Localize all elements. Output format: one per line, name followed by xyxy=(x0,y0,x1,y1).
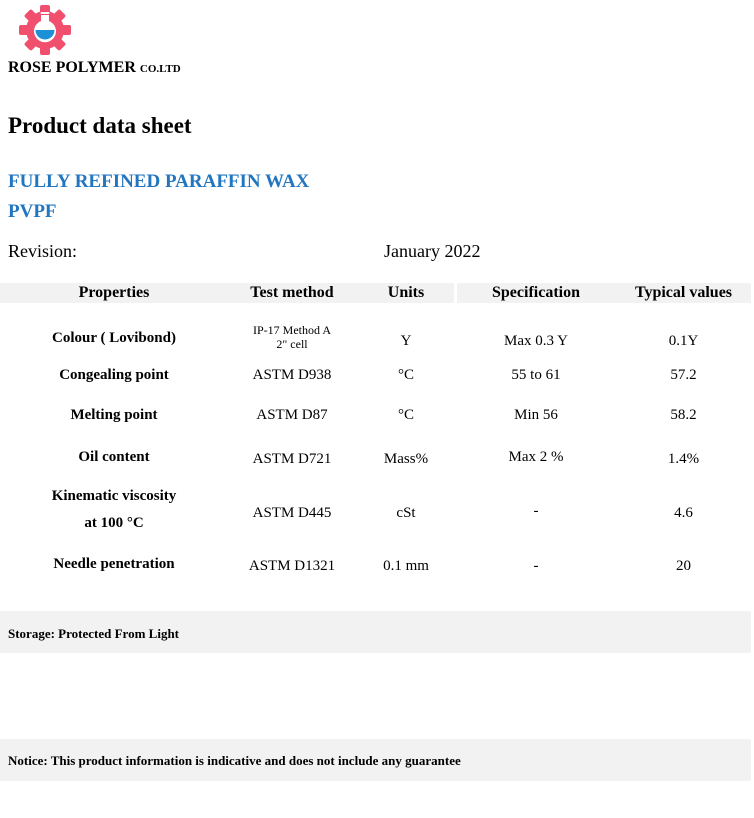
typical-oil-content: 1.4% xyxy=(667,451,700,467)
typical-needle-penetration: 20 xyxy=(676,558,691,574)
property-melting-point: Melting point xyxy=(70,407,158,423)
property-needle-penetration: Needle penetration xyxy=(53,556,175,572)
spec-needle-penetration: - xyxy=(533,558,539,574)
notice-text: Notice: This product information is indicative and does not include any guarantee xyxy=(8,753,461,768)
method-colour-line1: IP-17 Method A xyxy=(253,323,331,337)
page-title: Product data sheet xyxy=(8,113,192,138)
storage-note: Storage: Protected From Light xyxy=(8,626,179,641)
revision-label: Revision: xyxy=(8,241,78,261)
revision-date: January 2022 xyxy=(384,241,481,261)
method-melting-point: ASTM D87 xyxy=(256,407,328,423)
spec-oil-content: Max 2 % xyxy=(508,449,564,465)
property-colour: Colour ( Lovibond) xyxy=(52,330,176,346)
company-name xyxy=(8,59,181,77)
unit-melting-point: °C xyxy=(397,407,414,423)
method-needle-penetration: ASTM D1321 xyxy=(248,558,336,574)
unit-kinematic-viscosity: cSt xyxy=(396,505,416,521)
header-typical-values: Typical values xyxy=(634,284,733,301)
method-colour xyxy=(228,324,356,352)
method-oil-content: ASTM D721 xyxy=(252,451,332,467)
unit-congealing-point: °C xyxy=(397,367,414,383)
company-suffix: CO.LTD xyxy=(139,63,181,75)
typical-melting-point: 58.2 xyxy=(670,407,697,423)
property-kinematic-viscosity-line1: Kinematic viscosity xyxy=(51,488,177,504)
spec-kinematic-viscosity: - xyxy=(533,503,539,519)
storage-band xyxy=(0,611,751,653)
notice-band xyxy=(0,739,751,781)
spec-colour: Max 0.3 Y xyxy=(503,333,569,349)
property-oil-content: Oil content xyxy=(78,449,150,465)
flask-gear-icon xyxy=(14,2,76,56)
property-congealing-point: Congealing point xyxy=(59,367,169,383)
product-code: PVPF xyxy=(8,201,57,222)
header-specification: Specification xyxy=(492,284,580,301)
spec-congealing-point: 55 to 61 xyxy=(511,367,561,383)
unit-needle-penetration: 0.1 mm xyxy=(383,558,429,574)
header-test-method: Test method xyxy=(250,284,334,301)
unit-colour: Y xyxy=(400,333,412,349)
unit-oil-content: Mass% xyxy=(383,451,429,467)
header-properties: Properties xyxy=(78,284,150,301)
company-name-text: ROSE POLYMER xyxy=(8,59,136,76)
typical-congealing-point: 57.2 xyxy=(670,367,697,383)
property-kinematic-viscosity-line2: at 100 °C xyxy=(84,515,144,531)
property-kinematic-viscosity xyxy=(0,483,228,537)
typical-colour: 0.1Y xyxy=(668,333,699,349)
product-name: FULLY REFINED PARAFFIN WAX xyxy=(8,171,310,192)
method-colour-line2: 2" cell xyxy=(276,336,308,351)
method-kinematic-viscosity: ASTM D445 xyxy=(252,505,332,521)
header-units: Units xyxy=(387,284,425,301)
method-congealing-point: ASTM D938 xyxy=(252,367,332,383)
spec-melting-point: Min 56 xyxy=(514,407,558,423)
typical-kinematic-viscosity: 4.6 xyxy=(674,505,693,521)
